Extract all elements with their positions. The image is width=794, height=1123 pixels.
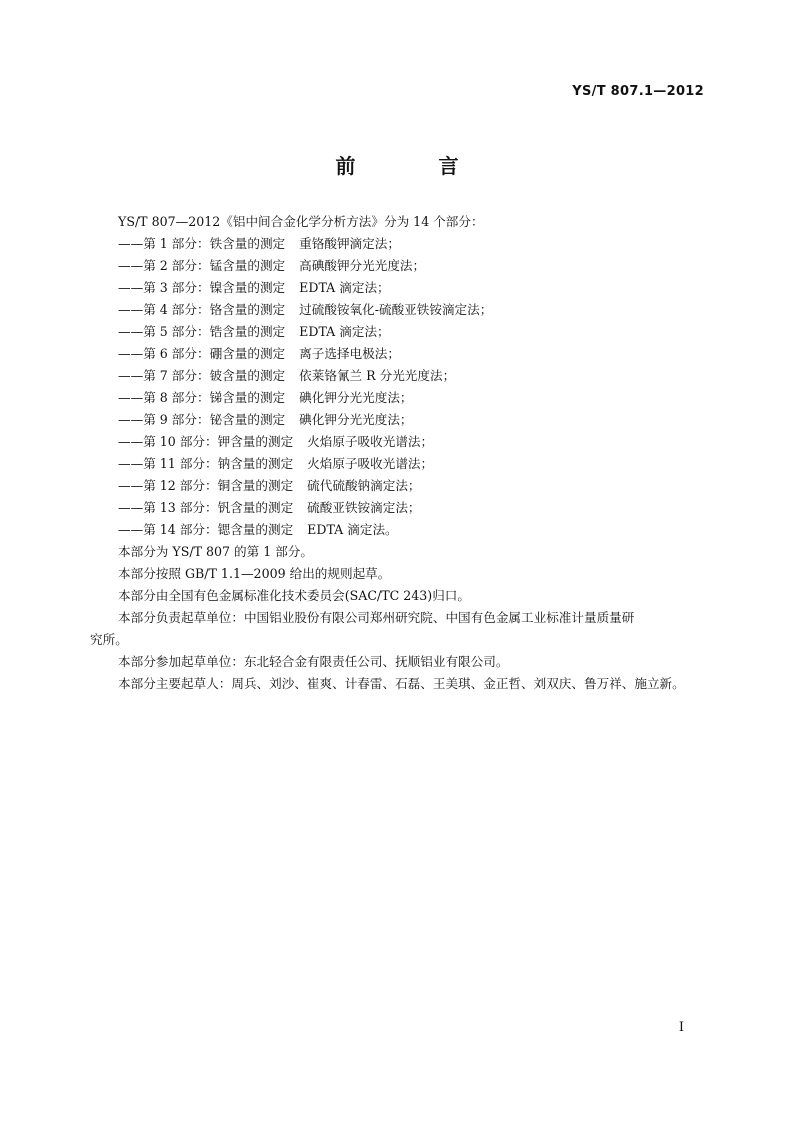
list-item <box>90 277 706 299</box>
proposed-by-statement: 本部分由全国有色金属标准化技术委员会(SAC/TC 243)归口。 <box>118 588 470 603</box>
responsible-drafter-line-1: 本部分负责起草单位：中国铝业股份有限公司郑州研究院、中国有色金属工业标准计量质量研 <box>118 610 635 625</box>
part-label: ——第 13 部分：钒含量的测定 <box>118 500 294 515</box>
page-number: I <box>678 1020 684 1035</box>
part-label: ——第 8 部分：锑含量的测定 <box>118 390 286 405</box>
part-method: 依莱铬氰兰 R 分光光度法； <box>299 368 456 383</box>
list-item <box>90 343 706 365</box>
part-label: ——第 7 部分：铍含量的测定 <box>118 368 286 383</box>
list-item <box>90 387 706 409</box>
list-item <box>90 321 706 343</box>
participating-drafter-statement: 本部分参加起草单位：东北轻合金有限责任公司、抚顺铝业有限公司。 <box>118 654 509 669</box>
part-method: 火焰原子吸收光谱法； <box>307 434 434 449</box>
part-label: ——第 1 部分：铁含量的测定 <box>118 236 286 251</box>
list-item <box>90 365 706 387</box>
foreword-body <box>90 211 706 695</box>
list-item <box>90 475 706 497</box>
part-label: ——第 14 部分：锶含量的测定 <box>118 522 294 537</box>
part-label: ——第 4 部分：铬含量的测定 <box>118 302 286 317</box>
part-method: 硫酸亚铁铵滴定法； <box>307 500 421 515</box>
part-method: EDTA 滴定法； <box>299 280 390 295</box>
part-method: 过硫酸铵氧化-硫酸亚铁铵滴定法； <box>299 302 493 317</box>
standard-number: YS/T 807.1—2012 <box>572 84 704 99</box>
list-item <box>90 409 706 431</box>
list-item <box>90 255 706 277</box>
part-method: 高碘酸钾分光光度法； <box>299 258 426 273</box>
page-title: 前 言 <box>335 154 497 178</box>
part-method: EDTA 滴定法； <box>299 324 390 339</box>
drafting-rules-statement: 本部分按照 GB/T 1.1—2009 给出的规则起草。 <box>118 566 391 581</box>
intro-line: YS/T 807—2012《铝中间合金化学分析方法》分为 14 个部分： <box>118 214 484 229</box>
part-label: ——第 6 部分：硼含量的测定 <box>118 346 286 361</box>
part-method: 重铬酸钾滴定法； <box>299 236 400 251</box>
list-item <box>90 299 706 321</box>
part-method: 碘化钾分光光度法； <box>299 412 413 427</box>
responsible-drafter-statement <box>90 607 706 651</box>
list-item <box>90 233 706 255</box>
part-method: 碘化钾分光光度法； <box>299 390 413 405</box>
part-label: ——第 10 部分：钾含量的测定 <box>118 434 294 449</box>
part-of-statement: 本部分为 YS/T 807 的第 1 部分。 <box>118 544 313 559</box>
parts-list <box>90 233 706 541</box>
main-drafters-statement: 本部分主要起草人：周兵、刘沙、崔爽、计春雷、石磊、王美琪、金正哲、刘双庆、鲁万祥、施立新。 <box>118 676 685 691</box>
part-method: EDTA 滴定法。 <box>307 522 398 537</box>
part-label: ——第 11 部分：钠含量的测定 <box>118 456 294 471</box>
part-label: ——第 3 部分：镍含量的测定 <box>118 280 286 295</box>
part-method: 离子选择电极法； <box>299 346 400 361</box>
list-item <box>90 431 706 453</box>
part-label: ——第 9 部分：铋含量的测定 <box>118 412 286 427</box>
part-label: ——第 2 部分：锰含量的测定 <box>118 258 286 273</box>
part-method: 火焰原子吸收光谱法； <box>307 456 434 471</box>
part-label: ——第 12 部分：铜含量的测定 <box>118 478 294 493</box>
part-label: ——第 5 部分：锆含量的测定 <box>118 324 286 339</box>
responsible-drafter-line-2: 究所。 <box>90 632 128 647</box>
list-item <box>90 519 706 541</box>
list-item <box>90 453 706 475</box>
list-item <box>90 497 706 519</box>
part-method: 硫代硫酸钠滴定法； <box>307 478 421 493</box>
